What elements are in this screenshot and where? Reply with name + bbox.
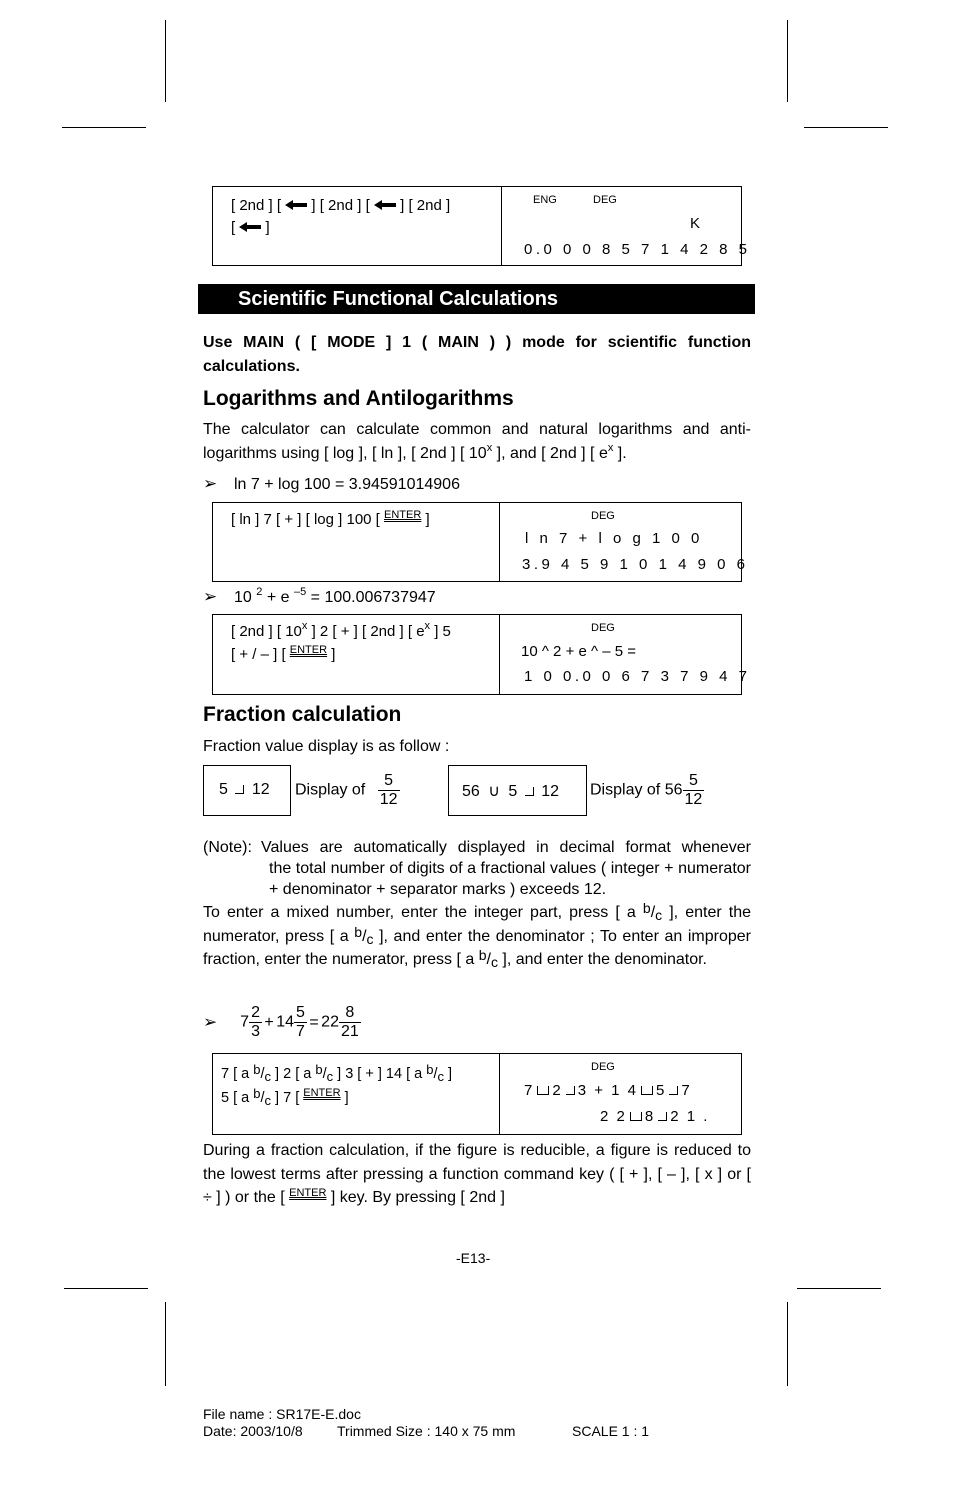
fraction-example (203, 1004, 361, 1041)
crop-mark (787, 20, 788, 102)
fraction-heading: Fraction calculation (203, 703, 402, 726)
display-text (219, 781, 270, 799)
text: Display of (295, 781, 366, 799)
numerator: 2 (251, 1004, 260, 1021)
crop-mark (62, 127, 146, 128)
text: 5 (219, 781, 228, 798)
fraction-separator-icon (658, 1112, 667, 1121)
arrow-bullet-icon: ➢ (203, 1012, 218, 1032)
reduction-paragraph (203, 1139, 751, 1210)
denominator: 3 (251, 1023, 260, 1040)
k-indicator: K (690, 215, 701, 232)
note-label: (Note): (203, 839, 252, 856)
superscript: 2 (256, 586, 263, 598)
integer: 22 (321, 1013, 339, 1031)
mixed-number-paragraph: To enter a mixed number, enter the integer part, press [ a b/c ], enter the numerator, press [ a b/c ], and enter the denominator ; To enter an improper fraction, enter the numerator, press [ a b/c ], and enter the denominator. (203, 900, 752, 970)
integer: 7 (240, 1013, 250, 1031)
text: 7 (681, 1082, 692, 1099)
arrow-bullet-icon: ➢ (203, 474, 218, 493)
example-bullet (203, 474, 460, 494)
fraction (683, 772, 705, 809)
keys-text: ] (331, 646, 336, 663)
keys-text: [ ln ] 7 [ + ] [ log ] 100 [ (231, 511, 380, 528)
crop-mark (797, 1288, 881, 1289)
keys-text: ] 2 [ + ] [ 2nd ] [ e (311, 623, 425, 640)
text: ], and enter the denominator ; To enter an improper fraction, enter the numerator, press [ a (203, 927, 751, 968)
eng-indicator: ENG (533, 194, 557, 206)
keys-text: ] 7 [ (275, 1090, 300, 1106)
text: Display of 56 (590, 781, 683, 799)
keystroke-cell: 7 [ a b/c ] 2 [ a b/c ] 3 [ + ] 14 [ a b/c ] 5 [ a b/c ] 7 [ ENTER ] (221, 1062, 453, 1108)
keys-text: [ (231, 219, 236, 236)
example-equation (233, 586, 436, 606)
enter-key-label: ENTER (289, 644, 328, 656)
keys-text: ] 5 (434, 623, 451, 640)
mixed-separator-icon (537, 1086, 549, 1095)
keys-text: ] [ 2nd ] [ (311, 197, 370, 214)
keystroke-cell (231, 621, 451, 666)
text: 12 (251, 781, 270, 798)
fraction (294, 1004, 307, 1041)
numerator: 8 (339, 1004, 361, 1023)
keys-text: ] 2 [ a (275, 1066, 312, 1082)
fraction-caption-1 (295, 772, 400, 809)
text: 7 (524, 1082, 535, 1099)
text: ], enter the numerator, press [ a (203, 904, 752, 945)
arrow-bullet-icon: ➢ (203, 587, 218, 606)
superscript: x (486, 441, 493, 454)
fraction (249, 1004, 262, 1041)
superscript: x (301, 620, 308, 632)
display-expression (524, 1082, 692, 1099)
abc-c: c (264, 1093, 272, 1108)
abc-b: b (426, 1062, 434, 1077)
fraction-separator-icon (525, 787, 534, 796)
table-divider (499, 615, 500, 694)
display-result: 3.9 4 5 9 1 0 1 4 9 0 6 (522, 556, 749, 573)
numerator: 5 (296, 1004, 305, 1021)
example-equation: ln 7 + log 100 = 3.94591014906 (233, 476, 460, 493)
page-number: -E13- (456, 1250, 491, 1266)
denominator: 7 (296, 1023, 305, 1040)
abc-c: c (264, 1069, 272, 1084)
text: 2 (552, 1082, 563, 1099)
text: 5 (508, 783, 518, 800)
enter-key-label: ENTER (303, 1087, 341, 1099)
enter-key-label: ENTER (289, 1187, 327, 1199)
abc-c: c (655, 907, 663, 923)
text: 2 2 (600, 1108, 627, 1125)
superscript: x (424, 620, 431, 632)
mixed-separator-icon (641, 1086, 653, 1095)
footer-scale: SCALE 1 : 1 (572, 1423, 650, 1439)
text: 8 (644, 1108, 656, 1125)
superscript: –5 (293, 586, 307, 598)
fraction (378, 772, 400, 809)
mixed-separator-icon (630, 1112, 642, 1121)
abc-c: c (366, 930, 374, 947)
text: The calculator can calculate common and natural logarithms and anti-logarithms using [ log ], [ ln ], [ 2nd ] [ 10 (203, 421, 751, 462)
display-result (600, 1108, 709, 1125)
keys-text: [ + / – ] [ (231, 646, 286, 663)
fraction-separator-icon (566, 1086, 575, 1095)
deg-indicator: DEG (591, 622, 615, 634)
table-divider (501, 187, 502, 265)
abc-b: b (642, 900, 651, 916)
keys-text: ] (344, 1090, 349, 1106)
text: 12 (541, 783, 560, 800)
text: 10 (233, 589, 252, 606)
abc-c: c (326, 1069, 334, 1084)
keystroke-cell (231, 509, 430, 531)
text: ], and [ 2nd ] [ e (496, 444, 608, 462)
keys-text: ] 3 [ + ] 14 [ a (337, 1066, 423, 1082)
keystroke-table-2 (212, 502, 749, 582)
keys-text: 5 [ a (221, 1090, 250, 1106)
keystroke-table-4 (212, 1053, 742, 1135)
text: During a fraction calculation, if the figure is reducible, a figure is reduced to the lowest terms after pressing a function command key ( [ + ], [ – ], [ x ] or [ ÷ ] ) or the [ (203, 1142, 751, 1206)
backspace-arrow-icon (285, 200, 307, 210)
backspace-arrow-icon (239, 222, 261, 232)
numerator: 5 (683, 772, 705, 791)
crop-mark (165, 1302, 166, 1386)
enter-key-label: ENTER (384, 509, 422, 521)
deg-indicator: DEG (593, 194, 617, 206)
text: ] key. By pressing [ 2nd ] (330, 1189, 505, 1206)
display-result: 1 0 0.0 0 6 7 3 7 9 4 7 (524, 668, 751, 685)
text: 3 + 1 4 (577, 1082, 638, 1099)
display-text (462, 781, 559, 801)
text: To enter a mixed number, enter the integer part, press [ a (203, 904, 636, 921)
table-divider (499, 503, 500, 581)
fraction (339, 1004, 361, 1041)
crop-mark (787, 1302, 788, 1386)
text: 2 1 . (670, 1108, 710, 1125)
crop-mark (804, 127, 888, 128)
display-expression: 10 ^ 2 + e ^ – 5 = (521, 643, 636, 660)
keys-text: ] (448, 1066, 453, 1082)
abc-c: c (437, 1069, 444, 1084)
keys-text: [ 2nd ] [ 10 (231, 623, 302, 640)
footer-trimmed-size: Trimmed Size : 140 x 75 mm (337, 1423, 516, 1439)
example-bullet (203, 587, 436, 607)
keystroke-table-3 (212, 614, 751, 695)
fraction-display-box-1 (203, 765, 291, 816)
note-text-2: the total number of digits of a fractional values ( integer + numerator + denominator + separator marks ) exceeds 12. (269, 860, 751, 898)
fraction-intro: Fraction value display is as follow : (203, 738, 450, 755)
mixed-separator-icon: ∪ (488, 783, 500, 800)
numerator: 5 (378, 772, 400, 791)
denominator: 12 (379, 791, 398, 808)
keys-text: ] (425, 511, 430, 528)
keystroke-table-1 (212, 186, 751, 266)
abc-b: b (315, 1062, 323, 1077)
log-heading: Logarithms and Antilogarithms (203, 387, 514, 410)
text: 5 (655, 1082, 667, 1099)
denominator: 21 (340, 1023, 359, 1040)
denominator: 12 (684, 791, 703, 808)
section-banner: Scientific Functional Calculations (198, 284, 755, 314)
text: ], and enter the denominator. (502, 951, 707, 968)
superscript: x (607, 441, 614, 454)
crop-mark (64, 1288, 148, 1289)
footer-filename: File name : SR17E-E.doc (203, 1406, 361, 1422)
keystroke-cell (231, 195, 450, 239)
text: = 100.006737947 (310, 589, 436, 606)
display-result: 0.0 0 0 8 5 7 1 4 2 8 5 (524, 241, 751, 258)
keys-text: ] [ 2nd ] (400, 197, 451, 214)
operator: + (264, 1013, 274, 1031)
fraction-display-box-2 (448, 765, 587, 816)
deg-indicator: DEG (591, 510, 615, 522)
abc-b: b (354, 923, 363, 940)
abc-b: b (478, 947, 487, 963)
deg-indicator: DEG (591, 1061, 615, 1073)
abc-b: b (253, 1086, 261, 1101)
abc-b: b (253, 1062, 261, 1077)
keys-text: ] (265, 219, 270, 236)
log-paragraph (203, 418, 751, 467)
fraction-caption-2 (590, 772, 704, 809)
intro-bold-text: Use MAIN ( [ MODE ] 1 ( MAIN ) ) mode for scientific function calculations. (203, 334, 751, 375)
text: + e (266, 589, 290, 606)
footer-date: Date: 2003/10/8 (203, 1423, 303, 1439)
keys-text: [ 2nd ] [ (231, 197, 282, 214)
abc-c: c (490, 954, 498, 970)
integer: 14 (276, 1013, 295, 1031)
text: 56 (462, 783, 480, 800)
backspace-arrow-icon (374, 200, 396, 210)
text: ]. (617, 444, 627, 462)
note-text-1: Values are automatically displayed in decimal format whenever (261, 839, 751, 856)
crop-mark (165, 20, 166, 102)
operator: = (309, 1013, 319, 1031)
table-divider (499, 1054, 500, 1134)
fraction-separator-icon (669, 1086, 678, 1095)
keys-text: 7 [ a (221, 1066, 250, 1082)
fraction-separator-icon (235, 785, 244, 794)
display-expression: l n 7 + l o g 1 0 0 (525, 530, 703, 547)
